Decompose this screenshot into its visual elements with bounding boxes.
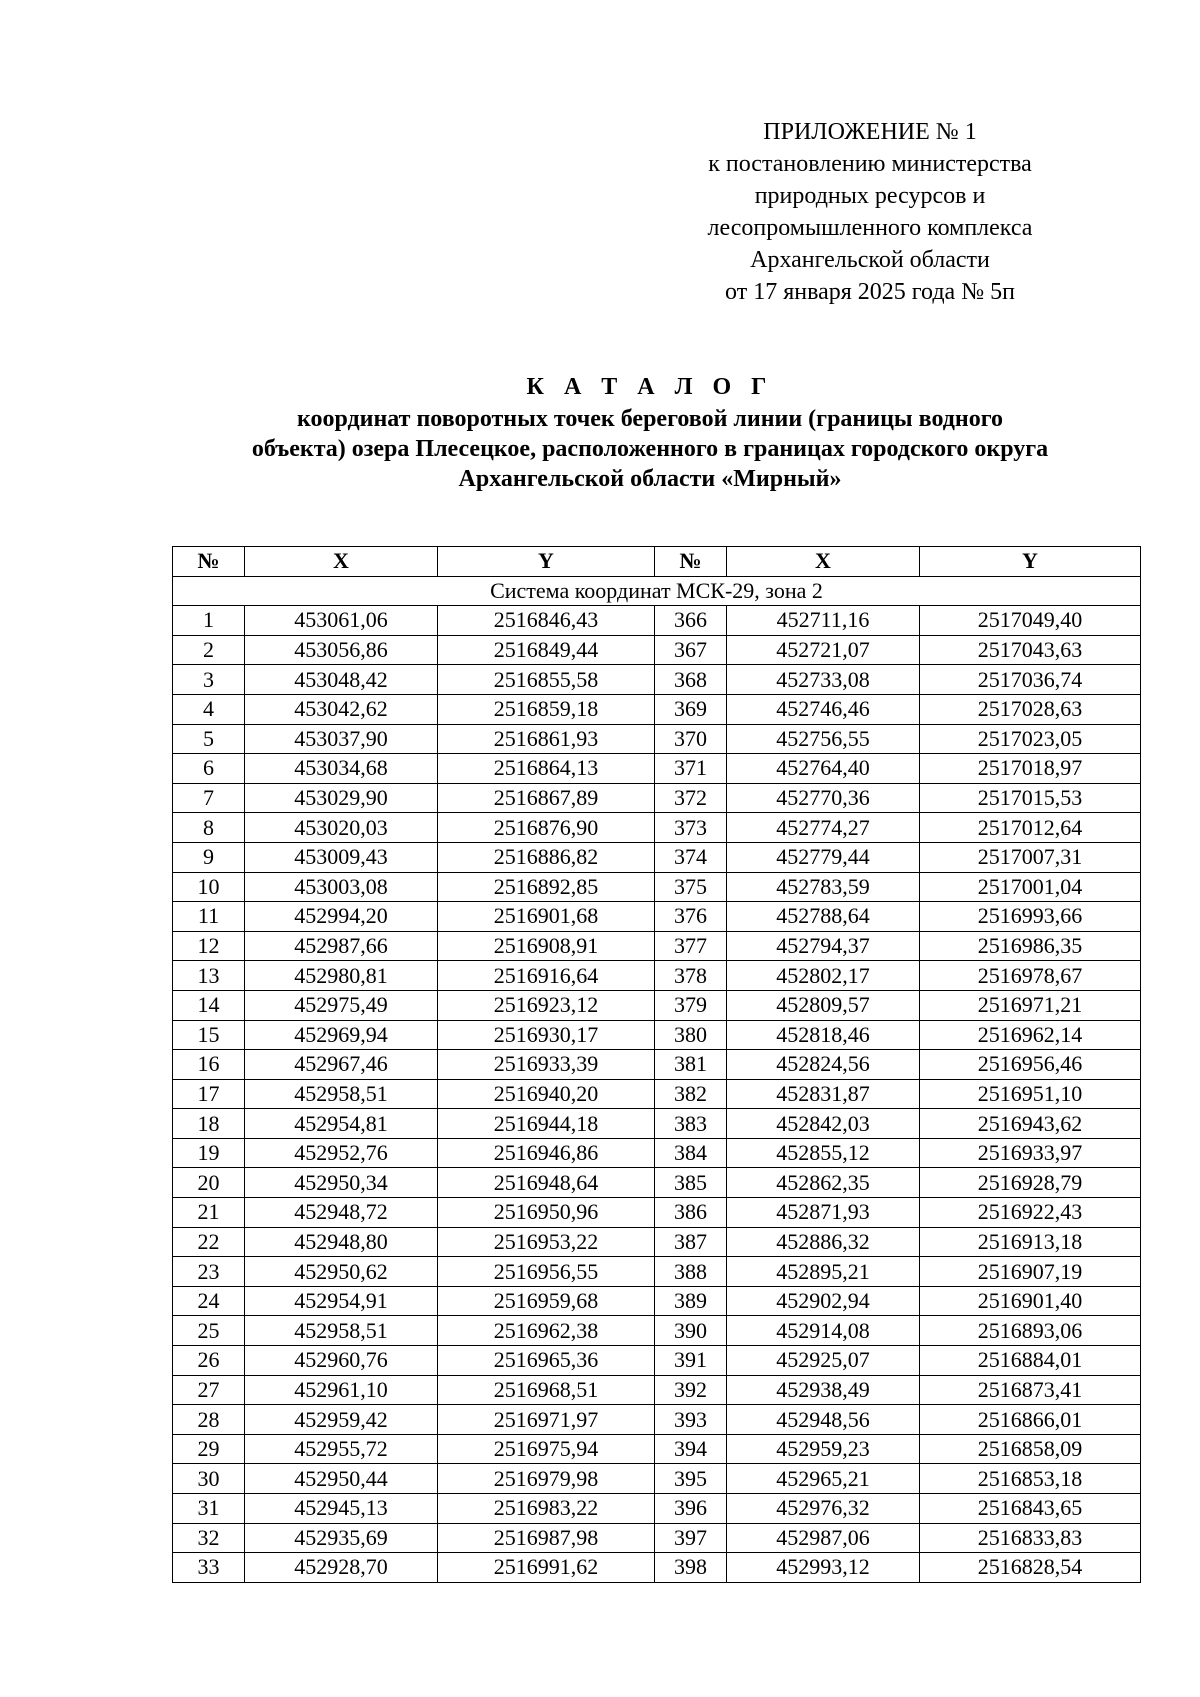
coord-x-left: 453020,03 — [245, 813, 438, 843]
point-number-left: 3 — [173, 665, 245, 695]
point-number-left: 33 — [173, 1553, 245, 1583]
point-number-right: 382 — [655, 1079, 727, 1109]
coord-x-right: 452774,27 — [727, 813, 920, 843]
coord-x-left: 452948,80 — [245, 1227, 438, 1257]
coord-y-left: 2516953,22 — [438, 1227, 655, 1257]
point-number-left: 14 — [173, 990, 245, 1020]
coord-x-left: 452935,69 — [245, 1523, 438, 1553]
coord-x-right: 452756,55 — [727, 724, 920, 754]
coord-y-right: 2516907,19 — [920, 1257, 1141, 1287]
table-row — [173, 813, 1141, 843]
coord-y-left: 2516940,20 — [438, 1079, 655, 1109]
coord-x-right: 452976,32 — [727, 1494, 920, 1524]
coord-y-right: 2516956,46 — [920, 1050, 1141, 1080]
point-number-right: 397 — [655, 1523, 727, 1553]
coord-x-left: 452987,66 — [245, 931, 438, 961]
coord-y-right: 2517049,40 — [920, 606, 1141, 636]
table-row — [173, 1257, 1141, 1287]
point-number-left: 15 — [173, 1020, 245, 1050]
coord-x-right: 452842,03 — [727, 1109, 920, 1139]
coord-y-right: 2516843,65 — [920, 1494, 1141, 1524]
coord-y-right: 2516858,09 — [920, 1434, 1141, 1464]
coord-x-left: 452948,72 — [245, 1198, 438, 1228]
coord-x-right: 452902,94 — [727, 1286, 920, 1316]
catalog-subtitle-line: объекта) озера Плесецкое, расположенного в границах городского округа — [251, 436, 1049, 462]
coord-x-left: 453009,43 — [245, 842, 438, 872]
coord-x-right: 452987,06 — [727, 1523, 920, 1553]
coord-x-right: 452824,56 — [727, 1050, 920, 1080]
point-number-right: 370 — [655, 724, 727, 754]
coord-y-left: 2516916,64 — [438, 961, 655, 991]
coord-x-left: 453037,90 — [245, 724, 438, 754]
point-number-left: 1 — [173, 606, 245, 636]
table-row — [173, 1316, 1141, 1346]
point-number-left: 5 — [173, 724, 245, 754]
table-row — [173, 961, 1141, 991]
coord-y-left: 2516892,85 — [438, 872, 655, 902]
point-number-right: 367 — [655, 635, 727, 665]
coord-x-right: 452862,35 — [727, 1168, 920, 1198]
table-row — [173, 1346, 1141, 1376]
coord-y-right: 2517028,63 — [920, 694, 1141, 724]
table-row — [173, 1050, 1141, 1080]
coord-x-right: 452721,07 — [727, 635, 920, 665]
coord-y-left: 2516991,62 — [438, 1553, 655, 1583]
appendix-line: Архангельской области — [750, 247, 990, 273]
point-number-left: 19 — [173, 1138, 245, 1168]
coord-y-right: 2516873,41 — [920, 1375, 1141, 1405]
catalog-heading — [150, 372, 1150, 494]
coord-y-right: 2516901,40 — [920, 1286, 1141, 1316]
point-number-left: 22 — [173, 1227, 245, 1257]
header-y-left: Y — [438, 547, 655, 577]
point-number-left: 26 — [173, 1346, 245, 1376]
point-number-right: 384 — [655, 1138, 727, 1168]
point-number-right: 386 — [655, 1198, 727, 1228]
coord-x-right: 452711,16 — [727, 606, 920, 636]
table-row — [173, 606, 1141, 636]
table-row — [173, 1434, 1141, 1464]
point-number-left: 25 — [173, 1316, 245, 1346]
point-number-left: 11 — [173, 902, 245, 932]
coord-y-right: 2516884,01 — [920, 1346, 1141, 1376]
coord-x-right: 452959,23 — [727, 1434, 920, 1464]
point-number-left: 13 — [173, 961, 245, 991]
coord-y-left: 2516923,12 — [438, 990, 655, 1020]
coord-x-left: 452928,70 — [245, 1553, 438, 1583]
coord-x-left: 453029,90 — [245, 783, 438, 813]
coord-x-right: 452855,12 — [727, 1138, 920, 1168]
coord-y-left: 2516876,90 — [438, 813, 655, 843]
coord-y-right: 2517007,31 — [920, 842, 1141, 872]
table-row — [173, 1138, 1141, 1168]
coord-y-right: 2516962,14 — [920, 1020, 1141, 1050]
point-number-right: 378 — [655, 961, 727, 991]
point-number-right: 381 — [655, 1050, 727, 1080]
point-number-right: 380 — [655, 1020, 727, 1050]
table-row — [173, 1168, 1141, 1198]
point-number-right: 369 — [655, 694, 727, 724]
coord-y-left: 2516846,43 — [438, 606, 655, 636]
coord-x-left: 452954,91 — [245, 1286, 438, 1316]
point-number-right: 398 — [655, 1553, 727, 1583]
coord-y-left: 2516861,93 — [438, 724, 655, 754]
coord-x-left: 452958,51 — [245, 1079, 438, 1109]
coord-y-left: 2516864,13 — [438, 754, 655, 784]
table-row — [173, 1405, 1141, 1435]
point-number-left: 2 — [173, 635, 245, 665]
coord-x-right: 452925,07 — [727, 1346, 920, 1376]
coord-y-left: 2516956,55 — [438, 1257, 655, 1287]
point-number-right: 368 — [655, 665, 727, 695]
coord-x-left: 452961,10 — [245, 1375, 438, 1405]
coord-x-left: 452959,42 — [245, 1405, 438, 1435]
coord-y-right: 2516893,06 — [920, 1316, 1141, 1346]
coord-y-left: 2516859,18 — [438, 694, 655, 724]
coord-x-left: 452969,94 — [245, 1020, 438, 1050]
coord-y-right: 2516986,35 — [920, 931, 1141, 961]
coord-y-right: 2516971,21 — [920, 990, 1141, 1020]
coord-x-left: 452950,62 — [245, 1257, 438, 1287]
coord-y-left: 2516950,96 — [438, 1198, 655, 1228]
coord-x-left: 453034,68 — [245, 754, 438, 784]
point-number-right: 391 — [655, 1346, 727, 1376]
table-row — [173, 1109, 1141, 1139]
point-number-right: 366 — [655, 606, 727, 636]
coord-y-left: 2516946,86 — [438, 1138, 655, 1168]
coord-x-left: 452955,72 — [245, 1434, 438, 1464]
coord-y-right: 2516978,67 — [920, 961, 1141, 991]
coord-x-right: 452764,40 — [727, 754, 920, 784]
coordinate-system-label: Система координат МСК-29, зона 2 — [173, 576, 1141, 606]
coord-y-right: 2516833,83 — [920, 1523, 1141, 1553]
coord-y-right: 2517001,04 — [920, 872, 1141, 902]
coord-y-left: 2516983,22 — [438, 1494, 655, 1524]
coord-y-left: 2516971,97 — [438, 1405, 655, 1435]
coord-y-right: 2516993,66 — [920, 902, 1141, 932]
coord-y-left: 2516979,98 — [438, 1464, 655, 1494]
point-number-left: 9 — [173, 842, 245, 872]
coord-x-left: 452975,49 — [245, 990, 438, 1020]
coord-y-right: 2516951,10 — [920, 1079, 1141, 1109]
coord-x-left: 453056,86 — [245, 635, 438, 665]
coord-x-left: 453048,42 — [245, 665, 438, 695]
coord-y-right: 2517015,53 — [920, 783, 1141, 813]
coord-x-right: 452914,08 — [727, 1316, 920, 1346]
coord-x-right: 452783,59 — [727, 872, 920, 902]
coord-x-left: 452950,34 — [245, 1168, 438, 1198]
appendix-line: природных ресурсов и — [754, 183, 986, 209]
coord-x-right: 452965,21 — [727, 1464, 920, 1494]
point-number-left: 7 — [173, 783, 245, 813]
point-number-left: 17 — [173, 1079, 245, 1109]
table-row — [173, 990, 1141, 1020]
point-number-left: 28 — [173, 1405, 245, 1435]
coord-x-right: 452938,49 — [727, 1375, 920, 1405]
coord-y-right: 2516913,18 — [920, 1227, 1141, 1257]
coord-x-left: 452950,44 — [245, 1464, 438, 1494]
coord-y-left: 2516855,58 — [438, 665, 655, 695]
table-row — [173, 902, 1141, 932]
point-number-right: 387 — [655, 1227, 727, 1257]
appendix-block — [660, 116, 1080, 308]
table-row — [173, 931, 1141, 961]
table-row — [173, 1553, 1141, 1583]
point-number-left: 30 — [173, 1464, 245, 1494]
table-row — [173, 1375, 1141, 1405]
point-number-left: 29 — [173, 1434, 245, 1464]
coord-x-left: 453061,06 — [245, 606, 438, 636]
coord-x-left: 452945,13 — [245, 1494, 438, 1524]
appendix-line: ПРИЛОЖЕНИЕ № 1 — [763, 119, 977, 145]
table-row — [173, 1079, 1141, 1109]
table-row — [173, 1523, 1141, 1553]
table-row — [173, 1464, 1141, 1494]
coord-y-left: 2516908,91 — [438, 931, 655, 961]
table-row — [173, 1198, 1141, 1228]
coordinates-table — [172, 546, 1141, 1583]
table-row — [173, 665, 1141, 695]
coord-y-right: 2516922,43 — [920, 1198, 1141, 1228]
coord-x-right: 452770,36 — [727, 783, 920, 813]
coord-x-left: 452994,20 — [245, 902, 438, 932]
table-row — [173, 1020, 1141, 1050]
header-number-right: № — [655, 547, 727, 577]
point-number-right: 383 — [655, 1109, 727, 1139]
point-number-right: 393 — [655, 1405, 727, 1435]
point-number-right: 396 — [655, 1494, 727, 1524]
coord-y-right: 2516933,97 — [920, 1138, 1141, 1168]
coord-y-left: 2516886,82 — [438, 842, 655, 872]
coord-x-left: 452960,76 — [245, 1346, 438, 1376]
point-number-right: 376 — [655, 902, 727, 932]
point-number-left: 27 — [173, 1375, 245, 1405]
appendix-line: к постановлению министерства — [708, 151, 1032, 177]
coord-y-right: 2516866,01 — [920, 1405, 1141, 1435]
point-number-right: 394 — [655, 1434, 727, 1464]
point-number-right: 377 — [655, 931, 727, 961]
coord-y-left: 2516901,68 — [438, 902, 655, 932]
coord-x-left: 452980,81 — [245, 961, 438, 991]
point-number-right: 388 — [655, 1257, 727, 1287]
point-number-left: 8 — [173, 813, 245, 843]
point-number-left: 23 — [173, 1257, 245, 1287]
coord-x-right: 452831,87 — [727, 1079, 920, 1109]
point-number-right: 379 — [655, 990, 727, 1020]
coord-y-right: 2516943,62 — [920, 1109, 1141, 1139]
coord-y-left: 2516959,68 — [438, 1286, 655, 1316]
table-row — [173, 872, 1141, 902]
coord-x-right: 452802,17 — [727, 961, 920, 991]
coordinate-system-row — [173, 576, 1141, 606]
coord-x-left: 452967,46 — [245, 1050, 438, 1080]
coord-x-right: 452871,93 — [727, 1198, 920, 1228]
point-number-left: 6 — [173, 754, 245, 784]
table-header-row — [173, 547, 1141, 577]
table-row — [173, 694, 1141, 724]
table-row — [173, 842, 1141, 872]
coord-y-left: 2516849,44 — [438, 635, 655, 665]
coord-y-left: 2516948,64 — [438, 1168, 655, 1198]
coord-y-right: 2516853,18 — [920, 1464, 1141, 1494]
point-number-right: 375 — [655, 872, 727, 902]
table-row — [173, 754, 1141, 784]
coord-y-left: 2516944,18 — [438, 1109, 655, 1139]
coord-x-right: 452733,08 — [727, 665, 920, 695]
point-number-left: 32 — [173, 1523, 245, 1553]
point-number-right: 395 — [655, 1464, 727, 1494]
table-row — [173, 783, 1141, 813]
coord-x-right: 452948,56 — [727, 1405, 920, 1435]
coord-x-left: 452958,51 — [245, 1316, 438, 1346]
coord-x-right: 452788,64 — [727, 902, 920, 932]
point-number-left: 4 — [173, 694, 245, 724]
coord-x-left: 452954,81 — [245, 1109, 438, 1139]
point-number-left: 31 — [173, 1494, 245, 1524]
point-number-left: 16 — [173, 1050, 245, 1080]
table-row — [173, 635, 1141, 665]
header-x-left: X — [245, 547, 438, 577]
coord-x-left: 453003,08 — [245, 872, 438, 902]
coord-x-left: 453042,62 — [245, 694, 438, 724]
coord-y-right: 2517043,63 — [920, 635, 1141, 665]
point-number-right: 373 — [655, 813, 727, 843]
table-row — [173, 1286, 1141, 1316]
point-number-left: 21 — [173, 1198, 245, 1228]
coord-y-right: 2517036,74 — [920, 665, 1141, 695]
point-number-right: 385 — [655, 1168, 727, 1198]
coord-x-right: 452993,12 — [727, 1553, 920, 1583]
coord-y-right: 2516928,79 — [920, 1168, 1141, 1198]
table-body — [173, 576, 1141, 1582]
coord-x-left: 452952,76 — [245, 1138, 438, 1168]
coord-y-left: 2516962,38 — [438, 1316, 655, 1346]
table-row — [173, 1494, 1141, 1524]
point-number-right: 389 — [655, 1286, 727, 1316]
header-y-right: Y — [920, 547, 1141, 577]
coord-y-left: 2516987,98 — [438, 1523, 655, 1553]
coord-x-right: 452818,46 — [727, 1020, 920, 1050]
table-row — [173, 1227, 1141, 1257]
point-number-left: 18 — [173, 1109, 245, 1139]
coord-x-right: 452794,37 — [727, 931, 920, 961]
point-number-left: 20 — [173, 1168, 245, 1198]
appendix-line: от 17 января 2025 года № 5п — [725, 279, 1015, 305]
point-number-right: 371 — [655, 754, 727, 784]
coord-x-right: 452746,46 — [727, 694, 920, 724]
header-x-right: X — [727, 547, 920, 577]
coord-y-left: 2516933,39 — [438, 1050, 655, 1080]
catalog-title: К А Т А Л О Г — [526, 374, 774, 400]
point-number-right: 392 — [655, 1375, 727, 1405]
coord-y-right: 2517018,97 — [920, 754, 1141, 784]
table-row — [173, 724, 1141, 754]
coord-y-right: 2516828,54 — [920, 1553, 1141, 1583]
coord-x-right: 452886,32 — [727, 1227, 920, 1257]
point-number-left: 10 — [173, 872, 245, 902]
point-number-left: 24 — [173, 1286, 245, 1316]
coord-x-right: 452895,21 — [727, 1257, 920, 1287]
point-number-right: 374 — [655, 842, 727, 872]
coord-y-left: 2516975,94 — [438, 1434, 655, 1464]
header-number-left: № — [173, 547, 245, 577]
coord-y-left: 2516867,89 — [438, 783, 655, 813]
coord-x-right: 452809,57 — [727, 990, 920, 1020]
point-number-left: 12 — [173, 931, 245, 961]
appendix-line: лесопромышленного комплекса — [707, 215, 1033, 241]
coord-y-right: 2517012,64 — [920, 813, 1141, 843]
point-number-right: 390 — [655, 1316, 727, 1346]
coord-y-left: 2516930,17 — [438, 1020, 655, 1050]
coord-x-right: 452779,44 — [727, 842, 920, 872]
catalog-subtitle-line: координат поворотных точек береговой линии (границы водного — [296, 406, 1004, 432]
coord-y-right: 2517023,05 — [920, 724, 1141, 754]
coord-y-left: 2516968,51 — [438, 1375, 655, 1405]
point-number-right: 372 — [655, 783, 727, 813]
catalog-subtitle-line: Архангельской области «Мирный» — [458, 466, 842, 492]
coord-y-left: 2516965,36 — [438, 1346, 655, 1376]
